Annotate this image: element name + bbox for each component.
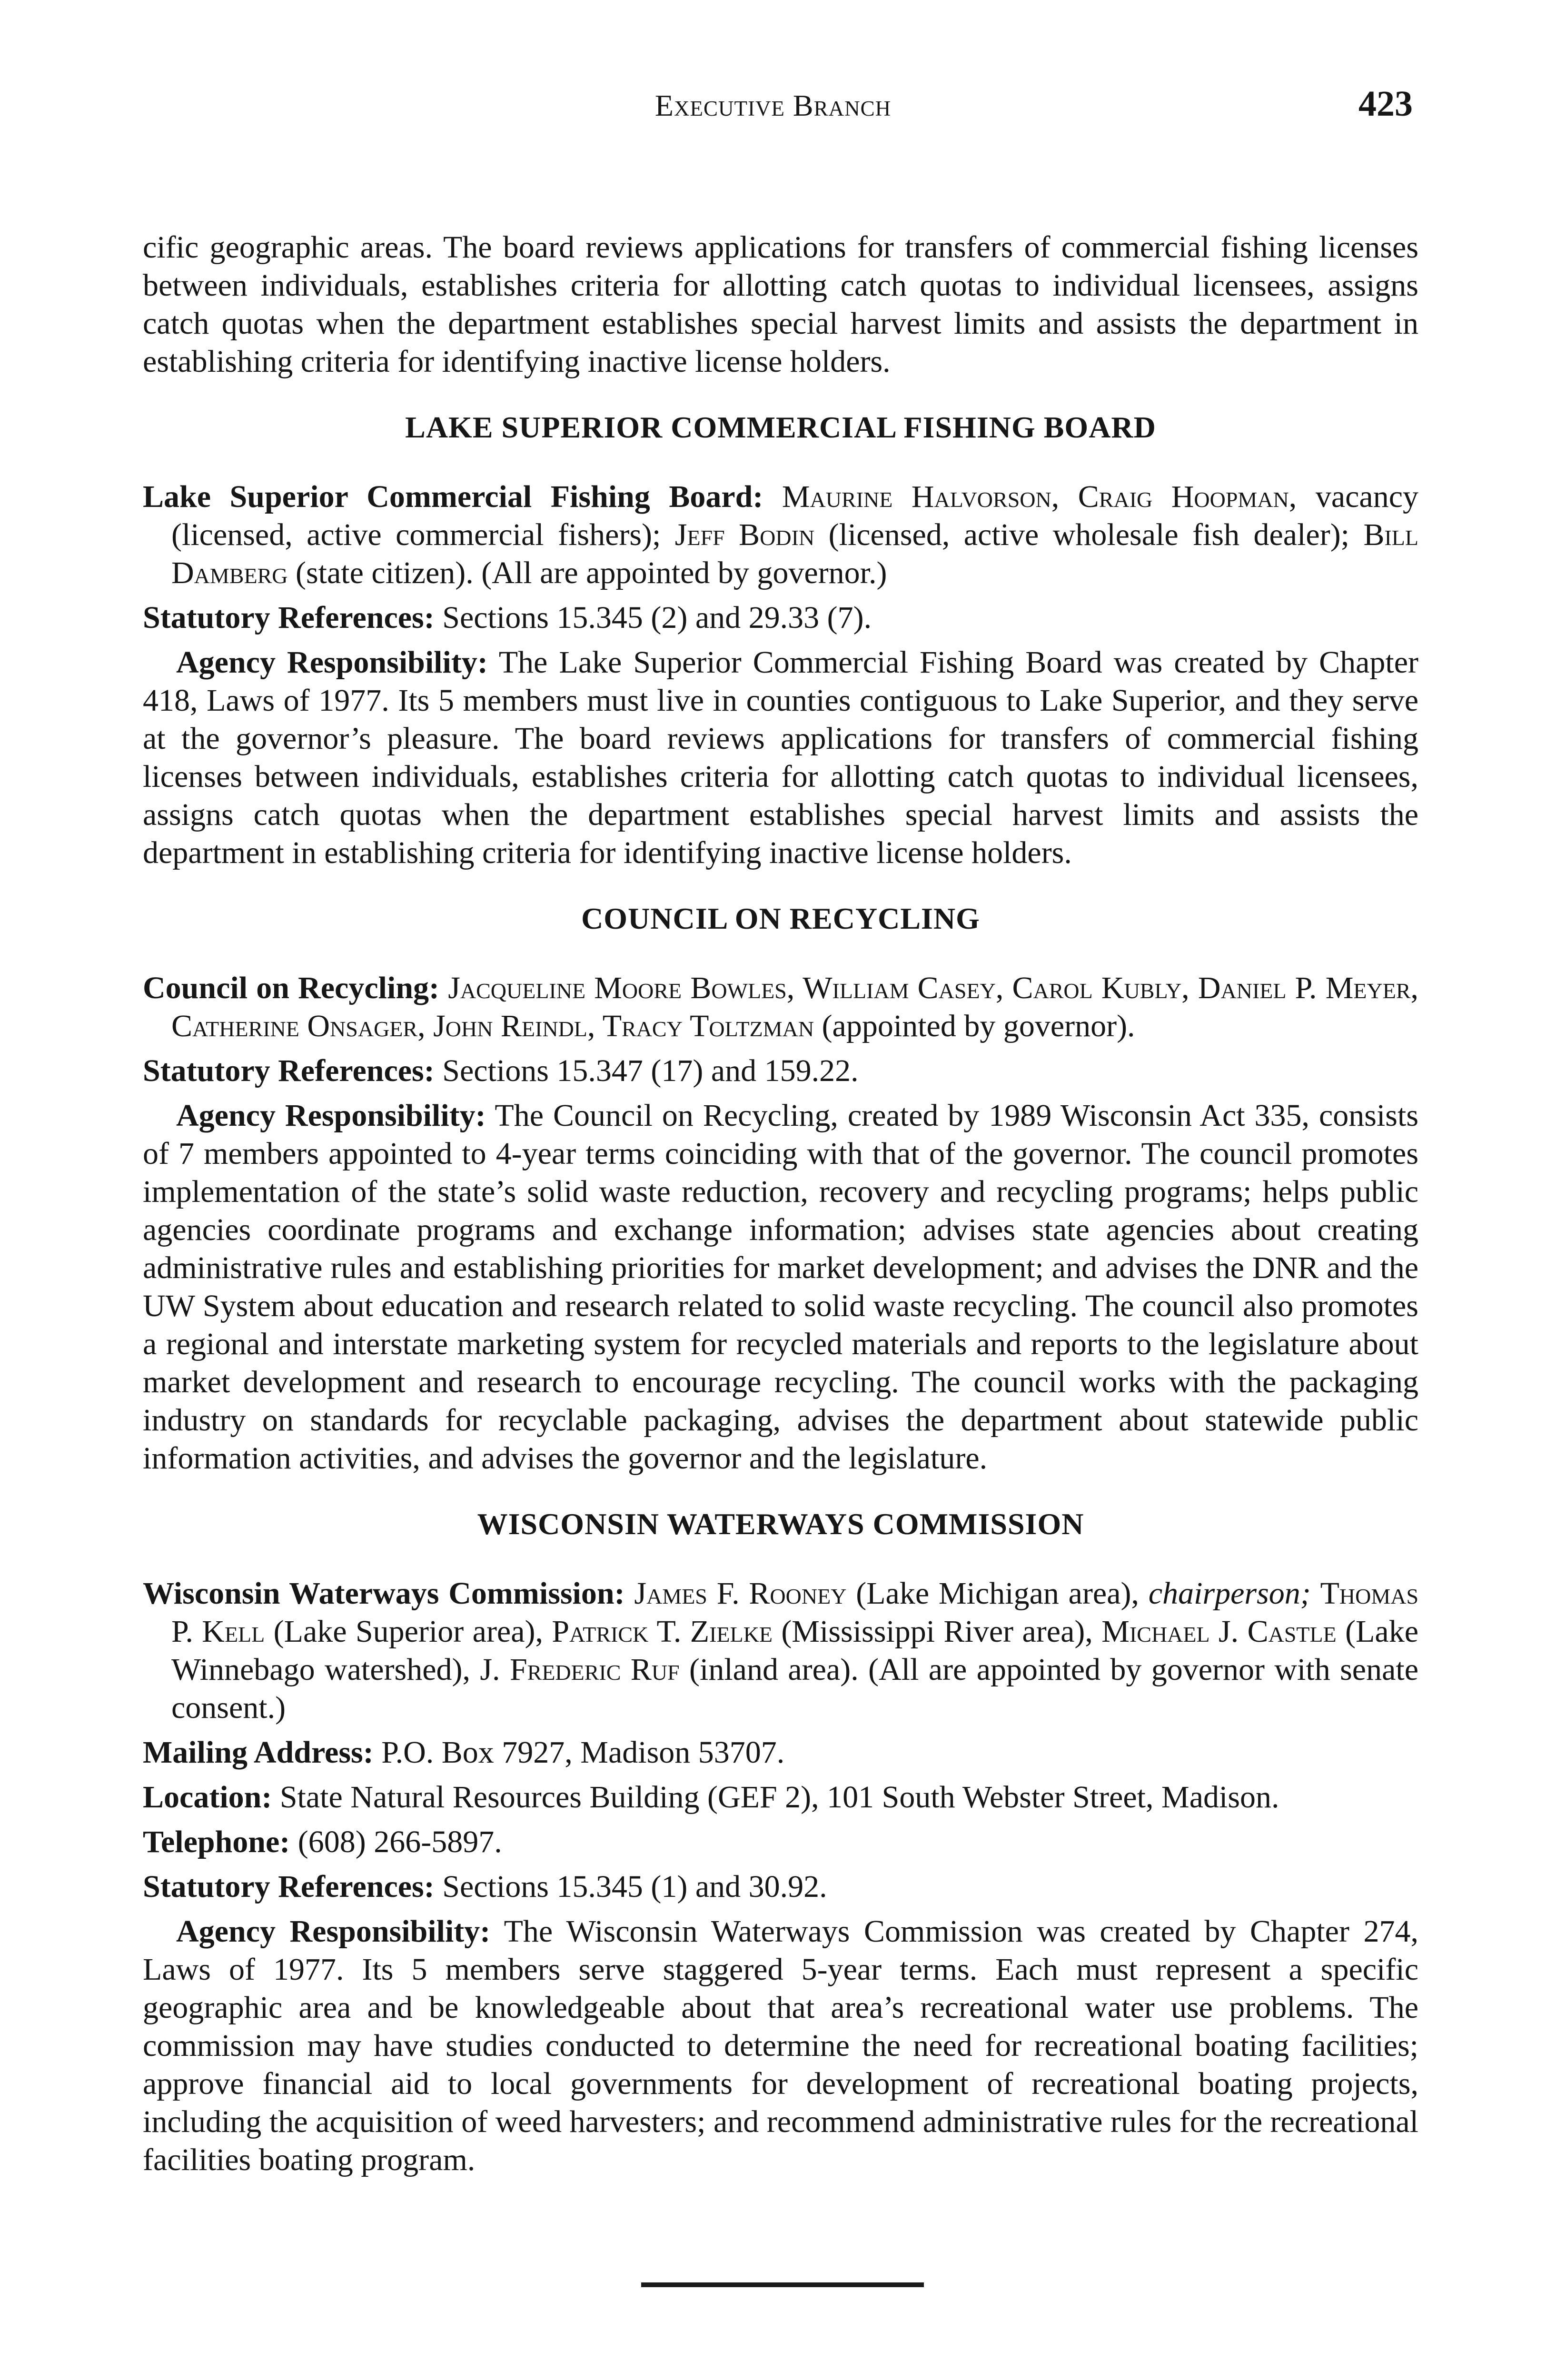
waterways-responsibility <box>143 1913 1418 2179</box>
waterways-location <box>143 1778 1418 1816</box>
recycling-heading: COUNCIL ON RECYCLING <box>581 902 980 935</box>
responsibility-label: Agency Responsibility: <box>176 645 488 680</box>
statutory-label: Statutory References: <box>143 600 435 635</box>
waterways-mailing-address <box>143 1734 1418 1772</box>
members-note: (appointed by governor). <box>822 1009 1135 1043</box>
waterways-members <box>143 1575 1418 1727</box>
recycling-members <box>143 969 1418 1045</box>
recycling-members-label: Council on Recycling: <box>143 971 440 1005</box>
members-note: (state citizen). (All are appointed by governor.) <box>295 555 887 590</box>
statutory-label: Statutory References: <box>143 1869 435 1904</box>
member-area: (Lake Winnebago watershed), <box>171 1614 1418 1687</box>
recycling-responsibility <box>143 1097 1418 1478</box>
telephone-text: (608) 266-5897. <box>297 1825 502 1859</box>
chair-title: chairperson; <box>1148 1576 1311 1611</box>
waterways-statutory <box>143 1868 1418 1906</box>
mailing-label: Mailing Address: <box>143 1735 374 1770</box>
member-name: Bill Damberg <box>171 517 1419 590</box>
member-area: (Mississippi River area), <box>781 1614 1093 1649</box>
telephone-label: Telephone: <box>143 1825 290 1859</box>
waterways-heading: WISCONSIN WATERWAYS COMMISSION <box>477 1507 1084 1541</box>
statutory-text: Sections 15.347 (17) and 159.22. <box>442 1053 859 1088</box>
lake-superior-members <box>143 478 1418 592</box>
statutory-text: Sections 15.345 (1) and 30.92. <box>442 1869 827 1904</box>
members-note: (licensed, active wholesale fish dealer); <box>828 517 1350 552</box>
responsibility-text: The Wisconsin Waterways Commission was created by Chapter 274, Laws of 1977. Its 5 members serve staggered 5-year terms. Each must represent a specific geographic area and be knowledgeable about that area’s recreational water use problems. The commission may have studies conducted to determine the need for recreational boating facilities; approve financial aid to local governments for development of recreational boating projects, including the acquisition of weed harvesters; and recommend administrative rules for the recreational facilities boating program. <box>143 1914 1418 2177</box>
member-names: Jacqueline Moore Bowles, William Casey, Carol Kubly, Daniel P. Meyer, Catherine Onsager, John Reindl, Tracy Toltzman <box>171 971 1419 1043</box>
member-name: Thomas P. Kell <box>171 1576 1419 1649</box>
responsibility-text: The Lake Superior Commercial Fishing Board was created by Chapter 418, Laws of 1977. Its 5 members must live in counties contiguous to Lake Superior, and they serve at the governor’s pleasure. The board reviews applications for transfers of commercial fishing licenses between individuals, establishes criteria for allotting catch quotas to individual licensees, assigns catch quotas when the department establishes special harvest limits and assists the department in establishing criteria for identifying inactive license holders. <box>143 645 1419 870</box>
lake-superior-members-label: Lake Superior Commercial Fishing Board: <box>143 479 763 514</box>
body-text <box>143 228 1418 2179</box>
statutory-text: Sections 15.345 (2) and 29.33 (7). <box>442 600 872 635</box>
waterways-members-label: Wisconsin Waterways Commission: <box>143 1576 625 1611</box>
intro-paragraph: cific geographic areas. The board reviews applications for transfers of commercial fishing licenses between individuals, establishes criteria for allotting catch quotas to individual licensees, assigns catch quotas when the department establishes special harvest limits and assists the department in establishing criteria for identifying inactive license holders. <box>143 230 1418 379</box>
waterways-telephone <box>143 1823 1418 1861</box>
member-name: Maurine Halvorson, <box>782 479 1060 514</box>
running-head: Executive Branch <box>654 89 892 122</box>
mailing-text: P.O. Box 7927, Madison 53707. <box>381 1735 785 1770</box>
member-name: Michael J. Castle <box>1101 1614 1337 1649</box>
location-text: State Natural Resources Building (GEF 2), 101 South Webster Street, Madison. <box>279 1780 1279 1815</box>
page-number: 423 <box>1358 84 1413 124</box>
lake-superior-statutory <box>143 599 1418 637</box>
recycling-statutory <box>143 1052 1418 1090</box>
location-label: Location: <box>143 1780 272 1815</box>
member-name: James F. Rooney <box>634 1576 847 1611</box>
closing-rule <box>641 2282 924 2287</box>
lake-superior-heading: LAKE SUPERIOR COMMERCIAL FISHING BOARD <box>405 410 1156 444</box>
member-name: J. Frederic Ruf <box>480 1652 680 1687</box>
member-area: (Lake Superior area), <box>273 1614 543 1649</box>
responsibility-label: Agency Responsibility: <box>176 1914 491 1949</box>
lake-superior-responsibility <box>143 644 1418 872</box>
member-name: Craig Hoopman, <box>1078 479 1297 514</box>
member-name: Patrick T. Zielke <box>552 1614 773 1649</box>
responsibility-label: Agency Responsibility: <box>176 1098 486 1133</box>
statutory-label: Statutory References: <box>143 1053 435 1088</box>
member-area: (Lake Michigan area), <box>856 1576 1139 1611</box>
responsibility-text: The Council on Recycling, created by 1989 Wisconsin Act 335, consists of 7 members appointed to 4-year terms coinciding with that of the governor. The council promotes implementation of the state’s solid waste reduction, recovery and recycling programs; helps public agencies coordinate programs and exchange information; advises state agencies about creating administrative rules and establishing priorities for market development; and advises the DNR and the UW System about education and research related to solid waste recycling. The council also promotes a regional and interstate marketing system for recycled materials and reports to the legislature about market development and research to encourage recycling. The council works with the packaging industry on standards for recyclable packaging, advises the department about statewide public information activities, and advises the governor and the legislature. <box>143 1098 1418 1476</box>
member-name: Jeff Bodin <box>674 517 815 552</box>
member-area: (inland area). (All are appointed by governor with senate consent.) <box>171 1652 1419 1725</box>
members-note: vacancy (licensed, active commercial fishers); <box>171 479 1418 552</box>
